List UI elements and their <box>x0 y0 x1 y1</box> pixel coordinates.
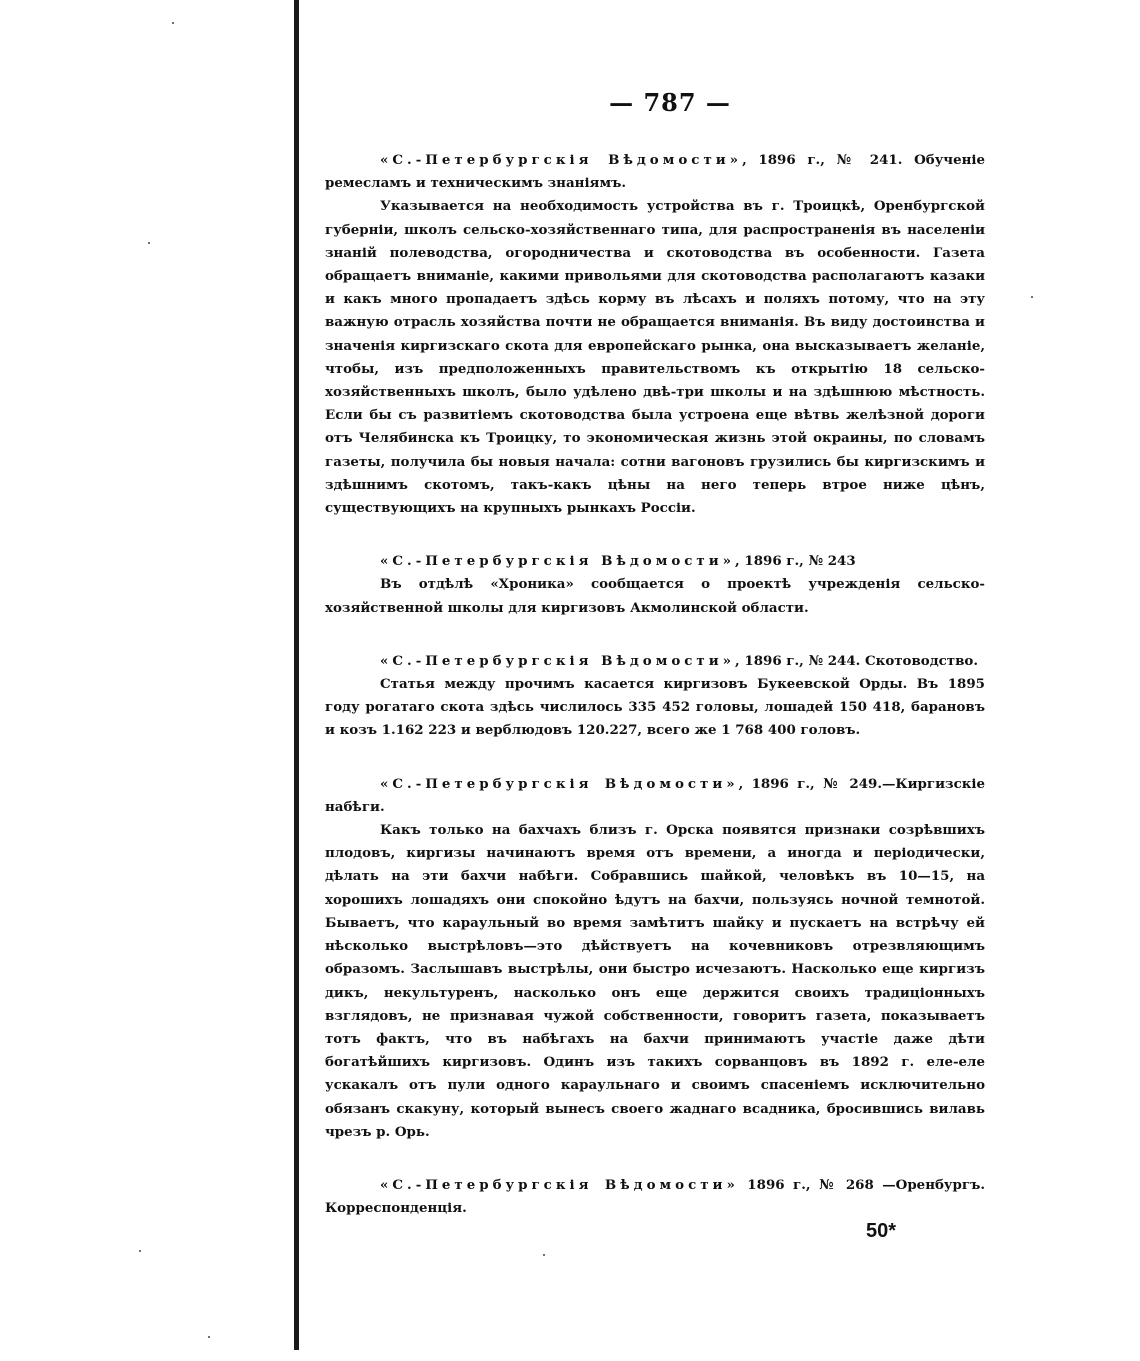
binding-margin-rule <box>294 0 299 1350</box>
scan-speck <box>543 1254 545 1256</box>
entry-body: Въ отдѣлѣ «Хроника» сообщается о проектѣ учрежденія сельско-хозяйственной школы для киргизовъ Акмолинской области. <box>325 576 985 616</box>
newspaper-title: «С.-Петербургскія Вѣдомости» <box>380 652 736 669</box>
scan-speck <box>148 242 150 244</box>
entry-topic: Скотоводство. <box>860 652 978 669</box>
entry-body: Статья между прочимъ касается киргизовъ Букеевской Орды. Въ 1895 году рогатаго скота здѣсь числилось 335 452 головы, лошадей 150 418, барановъ и козъ 1.162 223 и верблюдовъ 120.227, всего же 1 768 400 головъ. <box>325 676 985 739</box>
entry-heading <box>325 550 985 573</box>
page-number: — 787 — <box>609 88 731 117</box>
entry-5 <box>325 1174 985 1220</box>
entry-1 <box>325 149 985 520</box>
entry-topic: —Оренбургъ. Корреспонденція. <box>325 1176 986 1217</box>
issue-citation: , 1896 г., № 249. <box>738 775 883 792</box>
signature-mark: 50* <box>866 1220 897 1242</box>
issue-citation: , 1896 г., № 244. <box>735 652 861 669</box>
entry-4 <box>325 773 985 1144</box>
page-text-block <box>325 88 985 1250</box>
issue-citation: 1896 г., № 268 <box>738 1176 874 1193</box>
entry-heading <box>325 1174 985 1220</box>
entry-3 <box>325 650 985 743</box>
newspaper-title: «С.-Петербургскія Вѣдомости» <box>380 775 739 792</box>
newspaper-title: «С.-Петербургскія Вѣдомости» <box>380 1176 739 1193</box>
entry-topic: —Киргизскіе набѣги. <box>325 775 985 815</box>
issue-citation: , 1896 г., № 243 <box>735 553 856 570</box>
issue-citation: , 1896 г., № 241. <box>742 152 903 168</box>
scan-speck <box>1031 296 1033 298</box>
entry-heading <box>325 650 985 673</box>
entry-body: Какъ только на бахчахъ близъ г. Орска появятся признаки созрѣвшихъ плодовъ, киргизы начинаютъ время отъ времени, а иногда и періодически, дѣлать на эти бахчи набѣги. Собравшись шайкой, человѣкъ въ 10—15, на хорошихъ лошадяхъ они спокойно ѣдутъ на бахчи, пользуясь ночной темнотой. Бываетъ, что караульный во время замѣтитъ шайку и пускаетъ на встрѣчу ей нѣсколько выстрѣловъ—это дѣйствуетъ на кочевниковъ отрезвляющимъ образомъ. Заслышавъ выстрѣлы, они быстро исчезаютъ. Насколько еще киргизъ дикъ, некультуренъ, насколько онъ еще держится своихъ традиціонныхъ взглядовъ, не признавая чужой собственности, говоритъ газета, показываетъ тотъ фактъ, что въ набѣгахъ на бахчи принимаютъ участіе даже дѣти богатѣйшихъ киргизовъ. Одинъ изъ такихъ сорванцовъ въ 1892 г. еле-еле ускакалъ отъ пули одного караульнаго и своимъ спасеніемъ исключительно обязанъ скакуну, который вынесъ своего жаднаго всадника, бросившись вилавь чрезъ р. Орь. <box>325 822 985 1140</box>
entry-heading <box>325 773 985 819</box>
entry-2 <box>325 550 985 620</box>
scan-speck <box>208 1336 210 1338</box>
newspaper-title: «С.-Петербургскія Вѣдомости» <box>380 152 743 168</box>
entry-topic: Обученіе ремесламъ и техническимъ знаніямъ. <box>325 152 985 192</box>
entry-body: Указывается на необходимость устройства въ г. Троицкѣ, Оренбургской губерніи, школъ сельско-хозяйственнаго типа, для распространенія въ населеніи знаній полеводства, огородничества и скотоводства въ особенности. Газета обращаетъ вниманіе, какими привольями для скотоводства располагаютъ казаки и какъ много пропадаетъ здѣсь корму въ лѣсахъ и поляхъ потому, что на эту важную отрасль хозяйства почти не обращается вниманія. Въ виду достоинства и значенія киргизскаго скота для европейскаго рынка, она высказываетъ желаніе, чтобы, изъ предположенныхъ правительствомъ къ открытію 18 сельско-хозяйственныхъ школъ, было удѣлено двѣ-три школы и на здѣшнюю мѣстность. Если бы съ развитіемъ скотоводства была устроена еще вѣтвь желѣзной дороги отъ Челябинска къ Троицку, то экономическая жизнь этой окраины, по словамъ газеты, получила бы новыя начала: сотни вагоновъ грузились бы киргизскимъ и здѣшнимъ скотомъ, такъ-какъ цѣны на него теперь втрое ниже цѣнъ, существующихъ на крупныхъ рынкахъ Россіи. <box>325 198 985 517</box>
newspaper-title: «С.-Петербургскія Вѣдомости» <box>380 553 736 570</box>
scan-speck <box>139 1250 141 1252</box>
entry-heading <box>325 149 985 195</box>
scan-speck <box>172 22 174 24</box>
